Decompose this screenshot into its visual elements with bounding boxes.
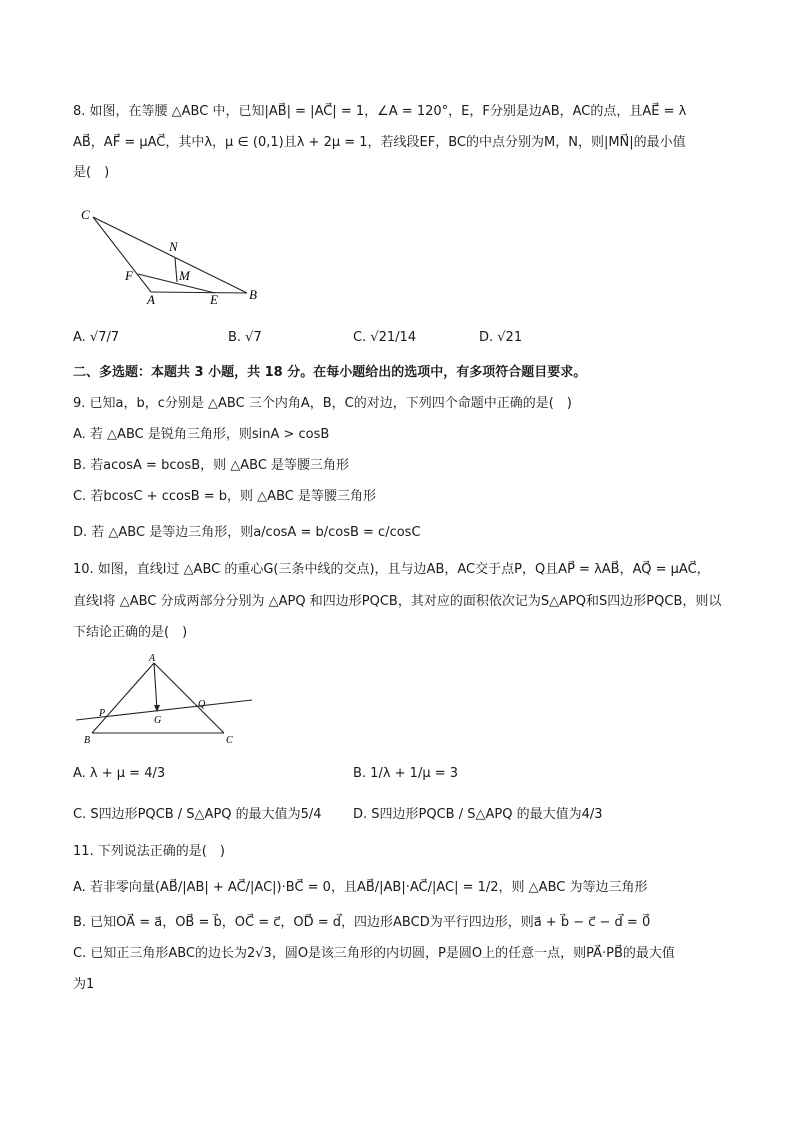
q8-stem-line-3: 是( ) — [73, 165, 110, 180]
q8-segment-mn — [175, 258, 177, 282]
q9-option-a: A. 若 △ABC 是锐角三角形，则sinA > cosB — [73, 427, 330, 442]
q10-label-p: P — [99, 708, 106, 719]
q8-label-a: A — [147, 292, 155, 307]
q10-figure — [72, 650, 262, 750]
q9-option-c: C. 若bcosC + ccosB = b，则 △ABC 是等腰三角形 — [73, 489, 376, 504]
q8-label-c: C — [81, 207, 90, 222]
q8-option-a: A. √7/7 — [73, 330, 120, 345]
q8-figure — [75, 200, 275, 310]
q8-edge-ab — [151, 292, 247, 293]
q10-edge-ac — [154, 663, 224, 733]
q10-label-a: A — [149, 653, 156, 664]
q9-stem: 9. 已知a，b，c分别是 △ABC 三个内角A，B，C的对边，下列四个命题中正确的是( ) — [73, 396, 572, 411]
q11-option-b: B. 已知OA⃗ = a⃗，OB⃗ = b⃗，OC⃗ = c⃗，OD⃗ = d⃗，四边形ABCD为平行四边形，则a⃗ + b⃗ − c⃗ − d⃗ = 0⃗ — [73, 915, 651, 930]
q8-label-b: B — [249, 287, 257, 302]
q10-median-ag — [154, 663, 157, 710]
q8-stem-line-2: AB⃗，AF⃗ = μAC⃗，其中λ，μ ∈ (0,1)且λ + 2μ = 1，若线段EF，BC的中点分别为M，N，则|MN⃗|的最小值 — [73, 135, 686, 150]
q11-option-c-line-2: 为1 — [73, 977, 95, 992]
q11-option-c-line-1: C. 已知正三角形ABC的边长为2√3，圆O是该三角形的内切圆，P是圆O上的任意一点，则PA⃗·PB⃗的最大值 — [73, 946, 675, 961]
q10-label-q: Q — [198, 699, 206, 710]
q10-label-g: G — [154, 715, 162, 726]
q11-option-a: A. 若非零向量(AB⃗/|AB| + AC⃗/|AC|)·BC⃗ = 0，且AB⃗/|AB|·AC⃗/|AC| = 1/2，则 △ABC 为等边三角形 — [73, 880, 648, 895]
q10-option-a: A. λ + μ = 4/3 — [73, 766, 166, 781]
q10-label-b: B — [84, 735, 91, 746]
q8-edge-ca — [93, 217, 151, 292]
section-heading: 二、多选题：本题共 3 小题，共 18 分。在每小题给出的选项中，有多项符合题目要求。 — [73, 365, 587, 380]
q10-option-c: C. S四边形PQCB / S△APQ 的最大值为5/4 — [73, 807, 322, 822]
q8-label-e: E — [210, 292, 218, 307]
q8-label-m: M — [179, 268, 190, 283]
q11-stem: 11. 下列说法正确的是( ) — [73, 844, 225, 859]
q10-label-c: C — [226, 735, 233, 746]
q10-stem-line-1: 10. 如图，直线l过 △ABC 的重心G(三条中线的交点)，且与边AB，AC交于点P，Q且AP⃗ = λAB⃗，AQ⃗ = μAC⃗， — [73, 562, 710, 577]
q9-option-b: B. 若acosA = bcosB，则 △ABC 是等腰三角形 — [73, 458, 350, 473]
q8-option-b: B. √7 — [228, 330, 262, 345]
q8-stem-line-1: 8. 如图，在等腰 △ABC 中，已知|AB⃗| = |AC⃗| = 1，∠A = 120°，E，F分别是边AB，AC的点，且AE⃗ = λ — [73, 104, 687, 119]
q10-option-b: B. 1/λ + 1/μ = 3 — [353, 766, 459, 781]
q10-option-d: D. S四边形PQCB / S△APQ 的最大值为4/3 — [353, 807, 603, 822]
q10-stem-line-3: 下结论正确的是( ) — [73, 625, 188, 640]
q8-option-d: D. √21 — [479, 330, 523, 345]
q8-option-c: C. √21/14 — [353, 330, 417, 345]
q8-label-f: F — [125, 268, 133, 283]
q10-edge-ab — [92, 663, 154, 733]
q8-label-n: N — [169, 239, 178, 254]
q9-option-d: D. 若 △ABC 是等边三角形，则a/cosA = b/cosB = c/cosC — [73, 525, 421, 540]
q10-stem-line-2: 直线l将 △ABC 分成两部分分别为 △APQ 和四边形PQCB，其对应的面积依次记为S△APQ和S四边形PQCB，则以 — [73, 594, 722, 609]
